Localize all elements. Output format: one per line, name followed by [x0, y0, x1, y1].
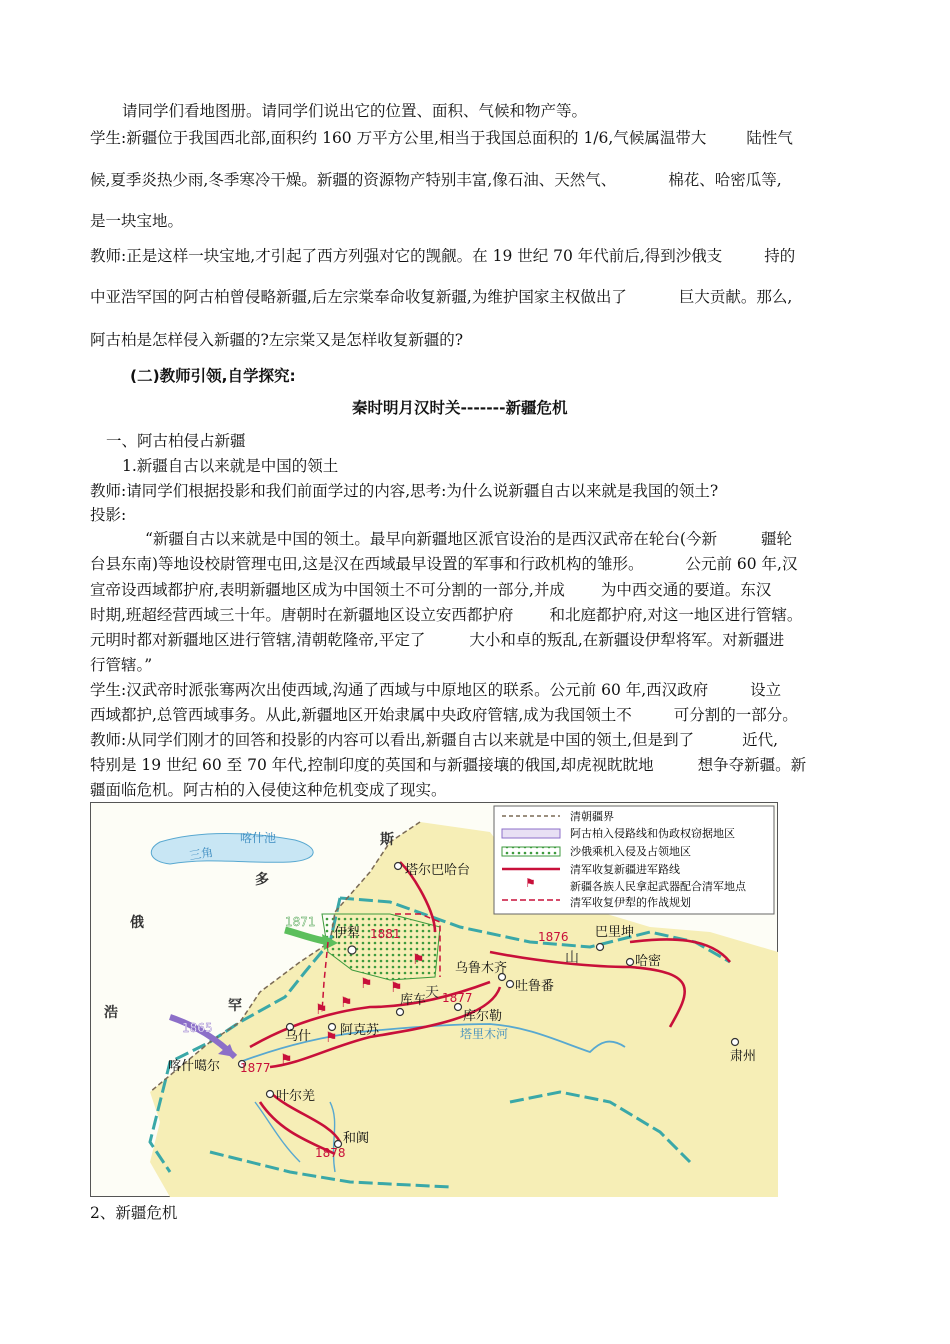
text-run: 疆轮 [760, 530, 792, 548]
text-line [90, 655, 152, 675]
place-label: 哈密 [635, 954, 662, 969]
text-run: 设立 [750, 681, 782, 699]
text-run: 陆性气 [746, 129, 793, 147]
text-run: 是一块宝地。 [90, 212, 184, 230]
text-line [90, 330, 463, 350]
text-run: 教师:请同学们根据投影和我们前面学过的内容,思考:为什么说新疆自古以来就是我国的领土? [90, 482, 719, 500]
page-title [352, 398, 568, 418]
legend-item: 新疆各族人民拿起武器配合清军地点 [570, 880, 746, 893]
legend-item: 清军收复伊犁的作战规划 [570, 896, 691, 909]
text-run: 行管辖。” [90, 656, 153, 674]
text-line [90, 705, 798, 725]
city-dot [395, 863, 402, 870]
legend-item: 阿古柏入侵路线和伪政权窃据地区 [570, 827, 735, 840]
text-run: 想争夺新疆。新 [697, 756, 807, 774]
text-line [90, 481, 718, 501]
text-run: 宣帝设西域都护府,表明新疆地区成为中国领土不可分割的一部分,并成 [90, 581, 565, 599]
text-line [90, 755, 806, 775]
place-label: 叶尔羌 [276, 1089, 316, 1104]
legend-swatch [502, 829, 560, 838]
text-run: 持的 [764, 247, 796, 265]
city-dot [507, 981, 514, 988]
xinjiang-map [90, 802, 778, 1197]
city-dot [627, 959, 634, 966]
legend-swatch [502, 847, 560, 856]
text-run: 投影: [90, 506, 127, 524]
region-label: 斯 [380, 832, 394, 848]
place-label: 肃州 [730, 1049, 757, 1064]
text-run: 候,夏季炎热少雨,冬季寒冷干燥。新疆的资源物产特别丰富,像石油、天然气、 [90, 171, 617, 189]
text-line [90, 730, 778, 750]
text-run: 特别是 19 世纪 60 至 70 年代,控制印度的英国和与新疆接壤的俄国,却虎视眈眈地 [90, 756, 654, 774]
place-label: 塔尔巴哈台 [405, 863, 471, 878]
text-run: 为中西交通的要道。东汉 [600, 581, 772, 599]
lake-label: 喀什池 [240, 831, 277, 845]
text-run: 1.新疆自古以来就是中国的领土 [122, 457, 339, 475]
place-label: 喀什噶尔 [168, 1059, 221, 1074]
mountain-label: 天 [425, 985, 439, 1001]
text-line [90, 246, 795, 266]
text-line [145, 529, 792, 549]
legend-swatch: ⚑ [525, 876, 536, 890]
mountain-label: 山 [565, 950, 579, 966]
text-line [122, 456, 338, 476]
text-run: 疆面临危机。阿古柏的入侵使这种危机变成了现实。 [90, 781, 447, 799]
city-dot [397, 1009, 404, 1016]
text-run: 西域都护,总管西域事务。从此,新疆地区开始隶属中央政府管辖,成为我国领土不 [90, 706, 632, 724]
city-dot [267, 1091, 274, 1098]
text-run: “新疆自古以来就是中国的领土。最早向新疆地区派官设治的是西汉武帝在轮台(今新 [145, 530, 717, 548]
city-dot [597, 944, 604, 951]
region-label: 罕 [228, 998, 242, 1014]
text-run: 棉花、哈密瓜等, [668, 171, 782, 189]
text-run: 时期,班超经营西域三十年。唐朝时在新疆地区设立安西都护府 [90, 606, 514, 624]
text-run: (二)教师引领,自学探究: [130, 367, 296, 385]
text-line [90, 580, 771, 600]
region-label: 俄 [130, 915, 144, 931]
text-run: 一、阿古柏侵占新疆 [106, 432, 246, 450]
text-run: 和北庭都护府,对这一地区进行管辖。 [549, 606, 803, 624]
city-dot [348, 946, 356, 954]
flag-icon: ⚑ [315, 1002, 328, 1018]
text-line [90, 630, 784, 650]
text-line [122, 101, 587, 121]
flag-icon: ⚑ [390, 980, 403, 996]
year-label: 1881 [370, 927, 401, 941]
map-legend [494, 806, 774, 914]
text-line [90, 287, 792, 307]
text-line [90, 605, 802, 625]
year-label: 1878 [315, 1146, 346, 1160]
place-label: 和阗 [343, 1131, 370, 1146]
subsection-heading [90, 1203, 177, 1223]
text-line [90, 780, 447, 800]
text-run: 学生:汉武帝时派张骞两次出使西域,沟通了西域与中原地区的联系。公元前 60 年,西汉政府 [90, 681, 709, 699]
place-label: 乌什 [285, 1029, 312, 1044]
flag-icon: ⚑ [280, 1052, 293, 1068]
text-run: 教师:从同学们刚才的回答和投影的内容可以看出,新疆自古以来就是中国的领土,但是到了 [90, 731, 695, 749]
flag-icon: ⚑ [412, 952, 425, 968]
section-heading [130, 366, 296, 386]
text-run: 学生:新疆位于我国西北部,面积约 160 万平方公里,相当于我国总面积的 1/6,气候属温带大 [90, 129, 707, 147]
text-run: 公元前 60 年,汉 [685, 555, 798, 573]
text-run: 巨大贡献。那么, [678, 288, 793, 306]
text-line [90, 680, 781, 700]
place-label: 吐鲁番 [515, 979, 555, 994]
text-run: 大小和卓的叛乱,在新疆设伊犁将军。对新疆进 [469, 631, 785, 649]
text-run: 台县东南)等地设校尉管理屯田,这是汉在西域最早设置的军事和行政机构的雏形。 [90, 555, 644, 573]
subsection-heading [106, 431, 246, 451]
place-label: 乌鲁木齐 [455, 961, 508, 976]
flag-icon: ⚑ [360, 976, 373, 992]
text-run: 可分割的一部分。 [673, 706, 798, 724]
text-run: 中亚浩罕国的阿古柏曾侵略新疆,后左宗棠奉命收复新疆,为维护国家主权做出了 [90, 288, 627, 306]
lake-label: 三角 [188, 844, 215, 863]
text-line [90, 211, 183, 231]
place-label: 库车 [400, 993, 427, 1008]
text-line [90, 554, 798, 574]
place-label: 阿克苏 [340, 1023, 380, 1038]
text-run: 元明时都对新疆地区进行管辖,清朝乾隆帝,平定了 [90, 631, 426, 649]
place-label: 伊犁 [334, 926, 361, 941]
flag-icon: ⚑ [340, 995, 353, 1011]
text-line [90, 505, 126, 525]
text-run: 秦时明月汉时关-------新疆危机 [352, 399, 568, 417]
region-label: 多 [255, 872, 269, 888]
river-label: 塔里木河 [460, 1027, 509, 1041]
legend-item: 沙俄乘机入侵及占领地区 [570, 845, 691, 858]
legend-item: 清朝疆界 [570, 810, 614, 823]
legend-item: 清军收复新疆进军路线 [570, 863, 680, 876]
text-line [90, 128, 793, 148]
text-run: 近代, [742, 731, 779, 749]
year-label: 1877 [442, 991, 473, 1005]
text-line [90, 170, 782, 190]
year-label: 1865 [182, 1021, 213, 1035]
region-label: 浩 [104, 1005, 118, 1021]
place-label: 库尔勒 [463, 1009, 503, 1024]
text-run: 请同学们看地图册。请同学们说出它的位置、面积、气候和物产等。 [122, 102, 588, 120]
year-label: 1877 [240, 1061, 271, 1075]
flag-icon: ⚑ [325, 1030, 338, 1046]
year-label: 1876 [538, 930, 569, 944]
text-run: 2、新疆危机 [90, 1204, 178, 1222]
place-label: 巴里坤 [595, 925, 635, 940]
year-label: 1871 [285, 915, 316, 929]
text-run: 教师:正是这样一块宝地,才引起了西方列强对它的觊觎。在 19 世纪 70 年代前后,得到沙俄支 [90, 247, 723, 265]
text-run: 阿古柏是怎样侵入新疆的?左宗棠又是怎样收复新疆的? [90, 331, 464, 349]
city-dot [732, 1039, 739, 1046]
